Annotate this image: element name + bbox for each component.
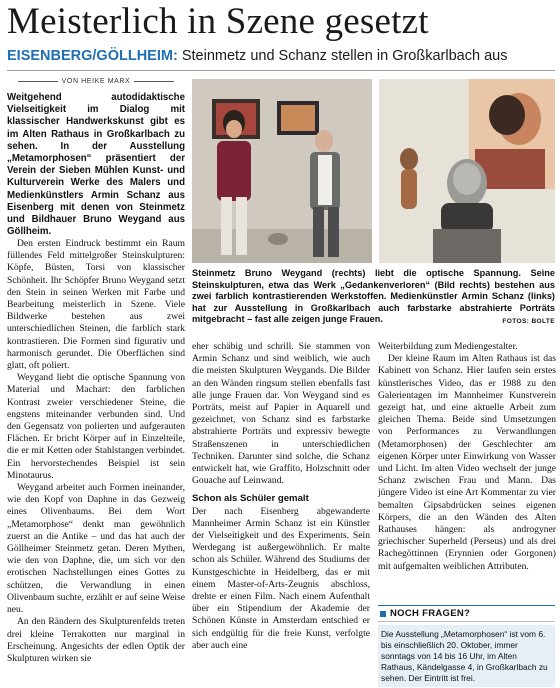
photo-sculpture-illustration	[379, 79, 555, 263]
byline: VON HEIKE MARX	[7, 78, 185, 85]
lead-paragraph: Weitgehend autodidaktische Vielseitigkeit im Dialog mit klassischer Handwerkskunst gibt es im Alten Rathaus in Großkarlbach zu sehen. In der Ausstellung „Metamorphosen“ präsentiert der Verein der Sieben Mühlen Kunst- und Kulturverein Werke des Malers und Medienkünstlers Armin Schanz aus Eisenberg mit denen von Steinmetz und Bildhauer Bruno Weygand aus Göllheim.	[7, 92, 185, 238]
photo-sculpture	[379, 79, 555, 263]
location-tag: EISENBERG/GÖLLHEIM:	[7, 48, 178, 64]
paragraph: eher schäbig und schrill. Sie stammen von Armin Schanz und sind weiblich, wie auch die meisten Skulpturen Weygands. Die Bilder an den Wänden ringsum stellen ebenfalls fast alle junge Frauen dar. Von Weygand sind es Porträts, meist auf Papier in Aquarell und gezeichnet, von Schanz sind es farbstarke abstrahierte Porträts und expressiv bewegte Straßenszenen in unterschiedlichen Techniken. Darunter sind solche, die Schanz entwickelt hat, wie Graffito, Holzschnitt oder Gouache auf Leinwand.	[192, 341, 370, 487]
subheading: Schon als Schüler gemalt	[192, 493, 309, 505]
paragraph: Den ersten Eindruck bestimmt ein Raum füllendes Feld mittelgroßer Steinskulpturen: Köpfe, Büsten, Torsi von klassischer Schönheit. Ihr Schöpfer Bruno Weygand setzt den Stein in seinen Werken mit Farbe und Bearbeitung meisterlich in Szene. Viele Bildwerke bestehen aus zwei unterschiedlichen Steinen, die farblich stark kontrastieren. Die Formen sind figurativ und harmonisch gerundet. Die Oberflächen sind glatt, oft poliert.	[7, 238, 185, 372]
photo-artists-illustration	[192, 79, 372, 263]
photo-artists	[192, 79, 372, 263]
subline	[7, 46, 555, 66]
paragraph: An den Rändern des Skulpturenfelds treten drei kleine Terrakotten nur marginal in Erscheinung. Angesichts der edlen Optik der Skulpturen wirken sie	[7, 616, 185, 664]
headline: Meisterlich in Szene gesetzt	[7, 1, 429, 42]
caption-text: Steinmetz Bruno Weygand (rechts) liebt die optische Spannung. Seine Steinskulpturen, etwa das Werk „Gedankenverloren“ (Bild rechts) bestehen aus zwei farblich kontrastierenden Werkstoffen. Medienkünstler Armin Schanz (links) hat zur Ausstellung in Großkarlbach auch farbstarke abstrahierte Porträts mitgebracht – fast alle zeigen junge Frauen.	[192, 268, 555, 325]
paragraph: Der nach Eisenberg abgewanderte Mannheimer Armin Schanz ist ein Künstler der Vielseitigkeit und des Experiments. Sein Werdegang ist außergewöhnlich. Er malte schon als Schüler. Während des Studiums der Kunstgeschichte in Heidelberg, das er mit einem Master-of-Arts-Zeugnis abschloss, drehte er einen Film. Nach einem Aufenthalt über ein Stipendium der Akademie der Schönen Künste in Amsterdam entschied er sich endgültig für die freie Kunst, verfolgte aber auch eine	[192, 505, 370, 651]
paragraph: Der kleine Raum im Alten Rathaus ist das Kabinett von Schanz. Hier laufen sein erstes künstlerisches Video, das er 1988 zu den Galerientagen im Mannheimer Kunstverein gezeigt hat, und eine aktuelle Arbeit zum gleichen Thema. Beide sind Umsetzungen von Performances zu Verwandlungen (Metamorphosen) der Geschlechter am eigenen Körper unter Einwirkung von Wasser und Licht. Im alten Video wechselt der junge Schanz zwischen Frau und Mann. Das jüngere Video ist eine Art Kommentar zu vier bemalten Gipsabdrücken seines eigenen Körpers, die an den Wänden des Alten Rathauses hängen: als androgyner griechischer Superheld (Perseus) und als drei Rachegöttinnen (Erynnien oder Gorgonen) mit aufgemalten weiblichen Attributen.	[378, 353, 556, 572]
photo-credit: FOTOS: BOLTE	[502, 318, 555, 326]
article-column-3	[378, 341, 556, 573]
paragraph: Weiterbildung zum Mediengestalter.	[378, 341, 518, 352]
subline-text: Steinmetz und Schanz stellen in Großkarlbach aus	[181, 48, 508, 64]
info-box	[378, 605, 555, 687]
info-box-body: Die Ausstellung „Metamorphosen“ ist vom 6. bis einschließlich 20. Oktober, immer sonntags von 14 bis 16 Uhr, im Alten Rathaus, Kändelgasse 4, in Großkarlbach zu sehen. Der Eintritt ist frei.	[378, 625, 555, 687]
paragraph: Weygand liebt die optische Spannung von Material und Machart: den farblichen Kontrast zweier verschiedener Steine, die engstens miteinander verbunden sind. Und den Gegensatz von polierten und aufgerauten Flächen. Er bricht Körper auf in Einzelteile, die er mit Ketten oder Stahlstangen verbindet. Ein hervorstechendes Beispiel ist sein Minotaurus.	[7, 372, 185, 481]
paragraph: Weygand arbeitet auch Formen ineinander, wie den Kopf von Daphne in das Gezweig eines Olivenbaums. Bei dem Wort „Metamorphose“ denkt man gewöhnlich zuerst an die Antike – und das hat auch der Göllheimer Steinmetz getan. Deren Mythen, wie den von Daphne, die, um sich vor den erotischen Nachstellungen eines Gottes zu schützen, die Verwandlung in einen Olivenbaum suchte, erzählt er auf seine Weise neu.	[7, 482, 185, 616]
article-column-2	[192, 341, 370, 652]
info-box-title: NOCH FRAGEN?	[378, 605, 555, 622]
header-rule	[7, 70, 555, 71]
article-column-1	[7, 238, 185, 665]
photo-caption	[192, 268, 555, 328]
